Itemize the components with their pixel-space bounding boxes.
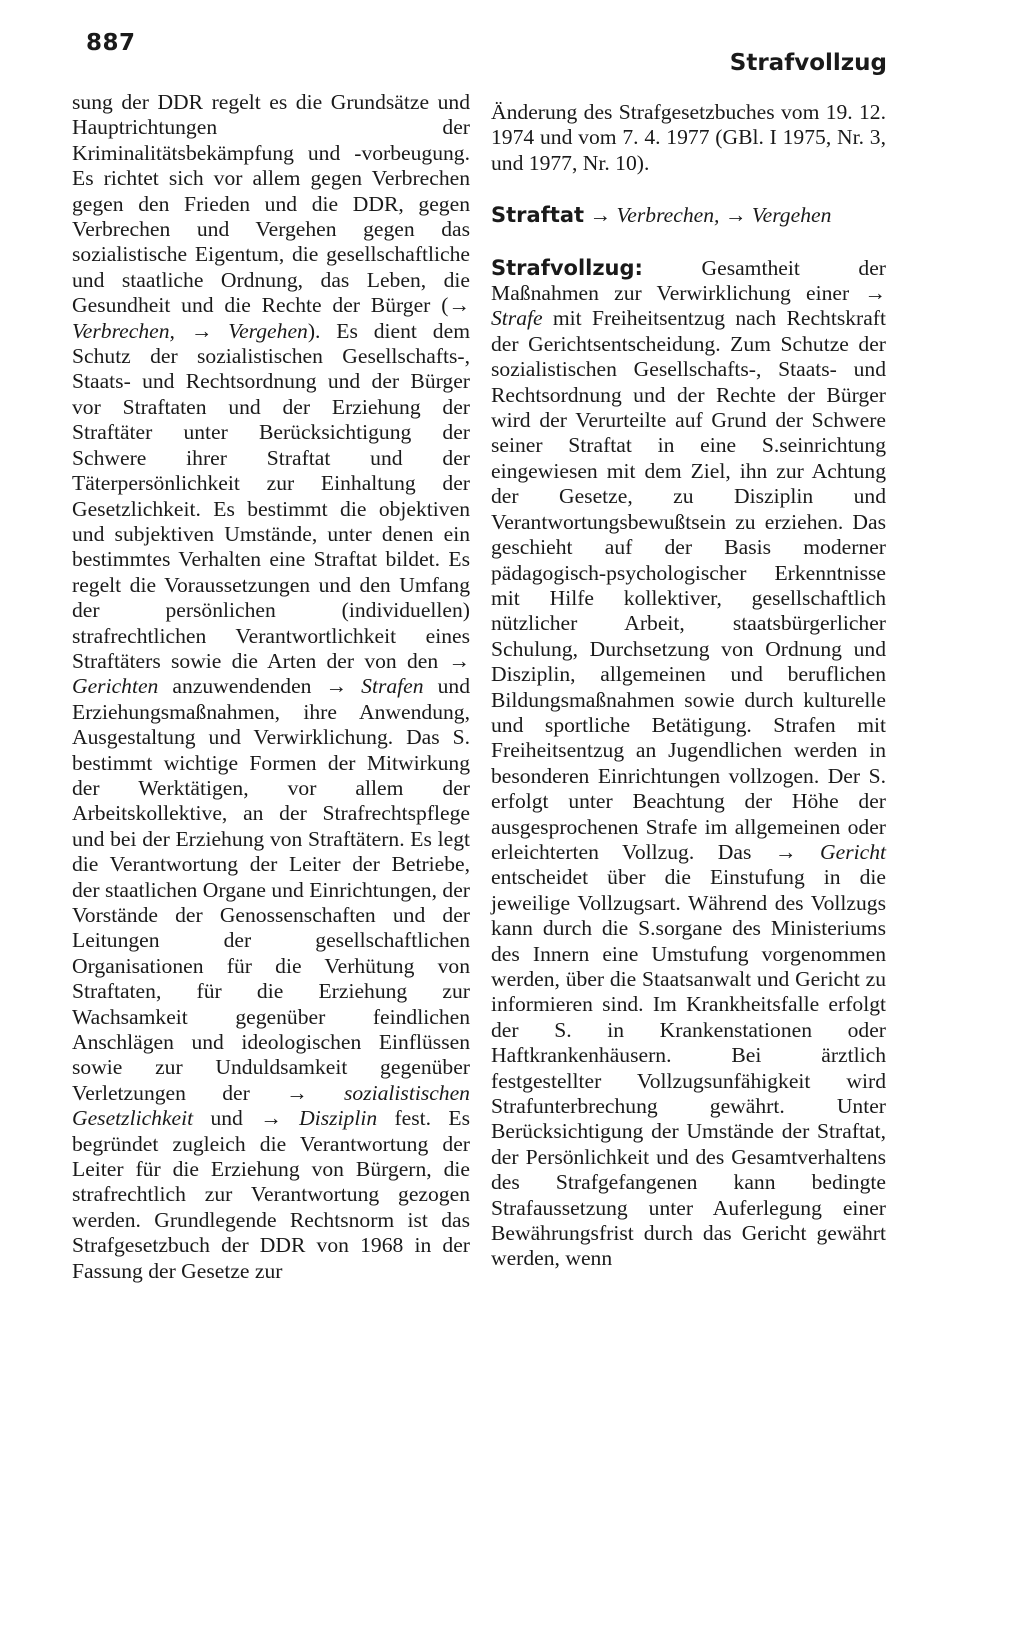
cross-reference: Strafen	[361, 674, 424, 699]
arrow-icon: →	[260, 1106, 282, 1131]
left-column	[72, 90, 470, 1284]
cross-reference: Vergehen	[751, 203, 832, 228]
running-head: Strafvollzug	[729, 50, 887, 76]
arrow-icon: →	[724, 203, 747, 228]
arrow-icon: →	[325, 674, 348, 699]
text-run: und Erziehungsmaßnahmen, ihre Anwendung, Ausgestaltung und Verwirklichung. Das S. bestimmt wichtige Formen der Mitwirkung der Werktätigen, vor allem der Arbeitskollektive, an der Strafrechtspflege und bei der Erziehung von Straftätern. Es legt die Verantwortung der Leiter der Betriebe, der staatlichen Organe und Einrichtungen, der Vorstände der Genossenschaften und der Leitungen der gesellschaftlichen Organisationen für die Verhütung von Straftaten, für die Erziehung zur Wachsamkeit gegenüber feindlichen Anschlägen und ideologischen Einflüssen sowie zur Unduldsamkeit gegenüber Verletzungen der	[72, 674, 470, 1105]
text-run: entscheidet über die Einstufung in die jeweilige Vollzugsart. Während des Vollzugs kann durch die S.sorgane des Ministeriums des Innern eine Umstufung vorgenommen werden, über die Staatsanwalt und Gericht zu informieren sind. Im Krankheitsfalle erfolgt der S. in Krankenstationen oder Haftkrankenhäusern. Bei ärztlich festgestellter Vollzugsunfähigkeit wird Strafunterbrechung gewährt. Unter Berücksichtigung der Umstände der Straftat, der Persönlichkeit und des Gesamtverhaltens des Strafgefangenen kann bedingte Strafaussetzung unter Auferlegung einer Bewährungsfrist durch das Gericht gewährt werden, wenn	[491, 865, 886, 1271]
entry-strafvollzug	[491, 256, 886, 1272]
cross-reference: sozialistischen Gesetzlichkeit	[72, 1080, 470, 1131]
arrow-icon: →	[286, 1080, 308, 1105]
cross-reference: Gerichten	[72, 674, 159, 699]
entry-straftat	[491, 203, 886, 228]
text-run: Gesamtheit der Maßnahmen zur Verwirklichung einer	[491, 255, 886, 306]
arrow-icon: →	[190, 318, 213, 343]
text-run: ). Es dient dem Schutz der sozialistischen Gesellschafts-, Staats- und Rechtsordnung und der Bürger vor Straftaten und der Erziehung der Straftäter unter Berücksichtigung der Schwere ihrer Straftat und der Täterpersönlichkeit zur Einhaltung der Gesetzlichkeit. Es bestimmt die objektiven und subjektiven Umstände, unter denen ein bestimmtes Verhalten eine Straftat bildet. Es regelt die Voraussetzungen und den Umfang der persönlichen (individuellen) strafrechtlichen Verantwortlichkeit eines Straftäters sowie die Arten der von den	[72, 318, 470, 673]
arrow-icon: →	[864, 281, 886, 306]
text-run: anzuwendenden	[158, 674, 326, 699]
cross-reference: Verbrechen,	[616, 203, 720, 228]
right-column	[491, 100, 886, 1272]
text-run: mit Freiheitsentzug nach Rechtskraft der Gerichtsentscheidung. Zum Schutze der sozialistischen Gesellschafts-, Staats- und Rechtsordnung und der Rechte der Bürger wird der Verurteilte auf Grund der Schwere seiner Straftat in eine S.seinrichtung eingewiesen mit dem Ziel, ihn zur Achtung der Gesetze, zu Disziplin und Verantwortungsbewußtsein zu erziehen. Das geschieht auf der Basis moderner pädagogisch-psychologischer Erkenntnisse mit Hilfe kollektiver, gesellschaftlich nützlicher Arbeit, staatsbürgerlicher Schulung, Durchsetzung von Ordnung und Disziplin, allgemeinen und beruflichen Bildungsmaßnahmen sowie durch kulturelle und sportliche Betätigung. Strafen mit Freiheitsentzug an Jugendlichen werden in besonderen Einrichtungen vollzogen. Der S. erfolgt unter Beachtung der Höhe der ausgesprochenen Strafe im allgemeinen oder erleichterten Vollzug. Das	[491, 306, 886, 864]
arrow-icon: →	[589, 203, 612, 228]
text-run: sung der DDR regelt es die Grundsätze und Hauptrichtungen der Kriminalitätsbekämpfung und -vorbeugung. Es richtet sich vor allem gegen Verbrechen gegen den Frieden und die DDR, gegen Verbrechen und Vergehen gegen das sozialistische Eigentum, die gesellschaftliche und staatliche Ordnung, das Leben, die Gesundheit und die Rechte der Bürger (	[72, 90, 470, 318]
text-run: und	[193, 1106, 261, 1131]
entry-term: Strafvollzug:	[491, 255, 643, 280]
continuation-text: Änderung des Strafgesetzbuches vom 19. 12. 1974 und vom 7. 4. 1977 (GBl. I 1975, Nr. 3, und 1977, Nr. 10).	[491, 100, 886, 175]
cross-reference: Gericht	[820, 839, 886, 864]
left-column-text	[72, 90, 470, 1284]
arrow-icon: →	[774, 839, 797, 864]
cross-reference: Disziplin	[299, 1106, 378, 1131]
cross-reference: Strafe	[491, 306, 543, 331]
cross-reference: Vergehen	[228, 318, 308, 343]
cross-reference: Verbrechen,	[72, 318, 175, 343]
arrow-icon: →	[448, 293, 470, 318]
arrow-icon: →	[448, 648, 470, 673]
entry-term: Straftat	[491, 203, 585, 228]
page-number: 887	[86, 30, 136, 56]
text-run: fest. Es begründet zugleich die Verantwortung der Leiter für die Erziehung von Bürgern, die strafrechtlich zur Verantwortung gezogen werden. Grundlegende Rechtsnorm ist das Strafgesetzbuch der DDR von 1968 in der Fassung der Gesetze zur	[72, 1106, 470, 1283]
